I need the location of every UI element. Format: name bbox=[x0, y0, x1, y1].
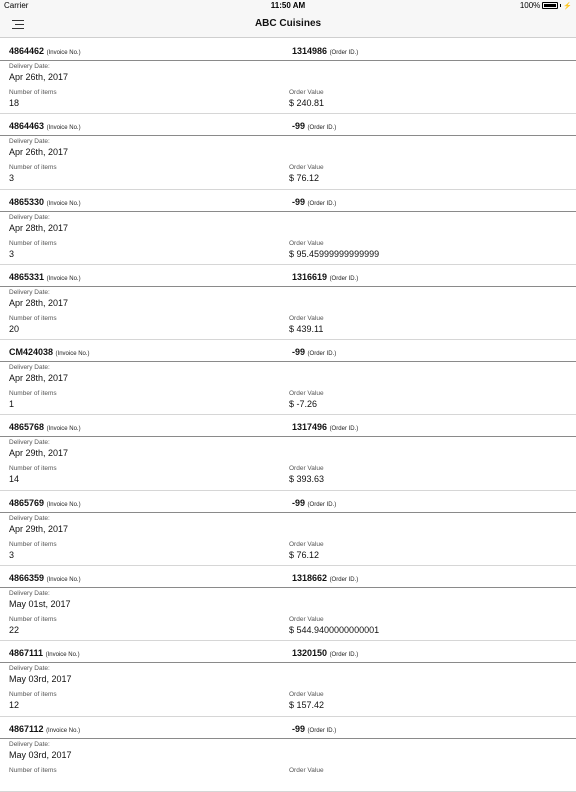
delivery-date-value: Apr 28th, 2017 bbox=[9, 222, 69, 233]
invoice-number-label: (Invoice No.) bbox=[46, 50, 81, 56]
order-id-label: (Order ID.) bbox=[307, 200, 337, 207]
order-id bbox=[292, 498, 336, 508]
invoice-row[interactable] bbox=[0, 340, 576, 415]
order-id-value: 1317496 bbox=[292, 422, 328, 433]
invoice-number-label: (Invoice No.) bbox=[46, 200, 81, 207]
invoice-number-value: CM424038 bbox=[9, 347, 54, 358]
order-id-value: 1318662 bbox=[292, 573, 328, 584]
invoice-row[interactable] bbox=[0, 114, 576, 189]
invoice-number-value: 4865330 bbox=[9, 196, 45, 207]
order-value-label: Order Value bbox=[289, 540, 324, 548]
clock: 11:50 AM bbox=[270, 1, 306, 10]
items-count-label: Number of items bbox=[9, 390, 57, 398]
order-id-label: (Order ID.) bbox=[329, 652, 359, 659]
order-id bbox=[292, 197, 336, 207]
items-count-value: 22 bbox=[9, 625, 20, 636]
invoice-number-label: (Invoice No.) bbox=[55, 351, 90, 358]
order-value-label: Order Value bbox=[289, 691, 324, 699]
delivery-date-value: May 01st, 2017 bbox=[9, 599, 71, 610]
items-count-value: 3 bbox=[9, 549, 15, 560]
items-count-value: 14 bbox=[9, 474, 20, 485]
invoice-number-label: (Invoice No.) bbox=[46, 426, 81, 433]
order-id bbox=[292, 121, 336, 131]
delivery-date-value: Apr 26th, 2017 bbox=[9, 147, 69, 158]
delivery-date-value: Apr 26th, 2017 bbox=[9, 72, 69, 82]
page-title: ABC Cuisines bbox=[254, 18, 322, 29]
invoice-row[interactable] bbox=[0, 566, 576, 641]
invoice-number bbox=[9, 121, 81, 131]
invoice-number-label: (Invoice No.) bbox=[46, 125, 81, 132]
order-id-label: (Order ID.) bbox=[307, 351, 337, 358]
items-count-label: Number of items bbox=[9, 89, 57, 96]
order-id bbox=[292, 724, 336, 734]
invoice-number bbox=[9, 648, 80, 658]
order-value-amount: $ 76.12 bbox=[289, 173, 320, 184]
items-count-label: Number of items bbox=[9, 766, 57, 774]
order-value-label: Order Value bbox=[289, 314, 324, 322]
items-count-value: 3 bbox=[9, 248, 15, 259]
order-id-label: (Order ID.) bbox=[329, 577, 359, 584]
invoice-number bbox=[9, 197, 81, 207]
battery-indicator bbox=[520, 1, 572, 10]
items-count-label: Number of items bbox=[9, 239, 57, 247]
invoice-row[interactable] bbox=[0, 641, 576, 716]
invoice-row[interactable] bbox=[0, 491, 576, 566]
order-value-amount: $ 439.11 bbox=[289, 323, 324, 334]
order-id-value: -99 bbox=[292, 497, 306, 508]
order-value-label: Order Value bbox=[289, 766, 324, 774]
invoice-number bbox=[9, 573, 81, 583]
invoice-header bbox=[0, 717, 576, 739]
order-value-amount: $ -7.26 bbox=[289, 399, 318, 410]
charging-bolt-icon: ⚡ bbox=[563, 2, 572, 10]
items-count-label: Number of items bbox=[9, 164, 57, 172]
order-value-amount: $ 544.9400000000001 bbox=[289, 625, 380, 636]
invoice-number-value: 4865769 bbox=[9, 497, 45, 508]
order-value-amount: $ 240.81 bbox=[289, 98, 325, 108]
items-count-label: Number of items bbox=[9, 465, 57, 473]
order-id bbox=[292, 422, 358, 432]
items-count-value: 3 bbox=[9, 173, 15, 184]
invoice-header bbox=[0, 190, 576, 212]
invoice-header bbox=[0, 641, 576, 663]
invoice-row[interactable] bbox=[0, 717, 576, 792]
order-value-label: Order Value bbox=[289, 465, 324, 473]
delivery-date-label: Delivery Date: bbox=[9, 665, 50, 673]
invoice-number bbox=[9, 724, 80, 734]
delivery-date-label: Delivery Date: bbox=[9, 288, 50, 296]
invoice-number bbox=[9, 272, 81, 282]
invoice-header bbox=[0, 340, 576, 362]
order-id bbox=[292, 46, 358, 56]
delivery-date-label: Delivery Date: bbox=[9, 514, 50, 522]
items-count-label: Number of items bbox=[9, 691, 57, 699]
delivery-date-value: May 03rd, 2017 bbox=[9, 749, 72, 760]
order-value-amount: $ 95.45999999999999 bbox=[289, 248, 380, 259]
invoice-number-value: 4864463 bbox=[9, 121, 45, 132]
items-count-value: 12 bbox=[9, 700, 20, 711]
delivery-date-value: Apr 28th, 2017 bbox=[9, 373, 69, 384]
battery-icon bbox=[542, 2, 558, 9]
delivery-date-value: May 03rd, 2017 bbox=[9, 674, 72, 685]
delivery-date-label: Delivery Date: bbox=[9, 364, 50, 372]
items-count-label: Number of items bbox=[9, 314, 57, 322]
invoice-number-value: 4867111 bbox=[9, 648, 44, 659]
invoice-number-label: (Invoice No.) bbox=[46, 727, 81, 734]
invoice-row[interactable] bbox=[0, 265, 576, 340]
order-id-label: (Order ID.) bbox=[329, 275, 359, 282]
order-id-label: (Order ID.) bbox=[329, 50, 359, 56]
order-id-label: (Order ID.) bbox=[307, 501, 337, 508]
status-bar bbox=[0, 0, 576, 12]
order-id-value: -99 bbox=[292, 121, 306, 132]
items-count-label: Number of items bbox=[9, 616, 57, 624]
order-id-label: (Order ID.) bbox=[307, 727, 337, 734]
invoice-number-value: 4864462 bbox=[9, 46, 45, 56]
invoice-number-value: 4865768 bbox=[9, 422, 45, 433]
delivery-date-label: Delivery Date: bbox=[9, 138, 50, 146]
invoice-header bbox=[0, 39, 576, 61]
delivery-date-value: Apr 28th, 2017 bbox=[9, 297, 69, 308]
delivery-date-value: Apr 29th, 2017 bbox=[9, 448, 69, 459]
order-id bbox=[292, 347, 336, 357]
order-value-amount: $ 157.42 bbox=[289, 700, 325, 711]
invoice-number-value: 4866359 bbox=[9, 573, 45, 584]
items-count-value: 1 bbox=[9, 399, 15, 410]
invoice-number bbox=[9, 498, 81, 508]
invoice-row[interactable] bbox=[0, 190, 576, 265]
items-count-label: Number of items bbox=[9, 540, 57, 548]
items-count-value: 18 bbox=[9, 98, 20, 108]
items-count-value: 20 bbox=[9, 323, 20, 334]
order-id bbox=[292, 272, 358, 282]
order-value-label: Order Value bbox=[289, 89, 324, 96]
order-value-amount: $ 76.12 bbox=[289, 549, 320, 560]
delivery-date-label: Delivery Date: bbox=[9, 63, 50, 70]
invoice-list[interactable] bbox=[0, 39, 576, 774]
invoice-header bbox=[0, 114, 576, 136]
invoice-number bbox=[9, 46, 81, 56]
invoice-number-label: (Invoice No.) bbox=[46, 501, 81, 508]
order-id-value: 1314986 bbox=[292, 46, 328, 56]
invoice-header bbox=[0, 415, 576, 437]
order-value-label: Order Value bbox=[289, 390, 324, 398]
delivery-date-value: Apr 29th, 2017 bbox=[9, 523, 69, 534]
delivery-date-label: Delivery Date: bbox=[9, 740, 50, 748]
delivery-date-label: Delivery Date: bbox=[9, 590, 50, 598]
order-id-value: 1320150 bbox=[292, 648, 328, 659]
order-value-amount: $ 393.63 bbox=[289, 474, 325, 485]
order-id bbox=[292, 648, 358, 658]
invoice-number-value: 4867112 bbox=[9, 723, 44, 734]
order-id-value: 1316619 bbox=[292, 271, 328, 282]
invoice-header bbox=[0, 566, 576, 588]
invoice-number-label: (Invoice No.) bbox=[46, 275, 81, 282]
order-value-label: Order Value bbox=[289, 164, 324, 172]
order-id-value: -99 bbox=[292, 723, 306, 734]
order-id bbox=[292, 573, 358, 583]
invoice-number-value: 4865331 bbox=[9, 271, 45, 282]
invoice-header bbox=[0, 491, 576, 513]
delivery-date-label: Delivery Date: bbox=[9, 213, 50, 221]
carrier-label: Carrier bbox=[4, 1, 29, 10]
invoice-header bbox=[0, 265, 576, 287]
navigation-bar bbox=[0, 12, 576, 38]
battery-tip-icon bbox=[560, 4, 561, 7]
invoice-number bbox=[9, 422, 81, 432]
delivery-date-label: Delivery Date: bbox=[9, 439, 50, 447]
order-id-value: -99 bbox=[292, 347, 306, 358]
order-id-value: -99 bbox=[292, 196, 306, 207]
invoice-row[interactable] bbox=[0, 415, 576, 490]
invoice-number bbox=[9, 347, 90, 357]
order-id-label: (Order ID.) bbox=[329, 426, 359, 433]
invoice-number-label: (Invoice No.) bbox=[46, 577, 81, 584]
order-value-label: Order Value bbox=[289, 616, 324, 624]
invoice-row[interactable] bbox=[0, 39, 576, 114]
battery-percent: 100% bbox=[519, 1, 541, 10]
order-value-label: Order Value bbox=[289, 239, 324, 247]
order-id-label: (Order ID.) bbox=[307, 125, 337, 132]
invoice-number-label: (Invoice No.) bbox=[45, 652, 80, 659]
